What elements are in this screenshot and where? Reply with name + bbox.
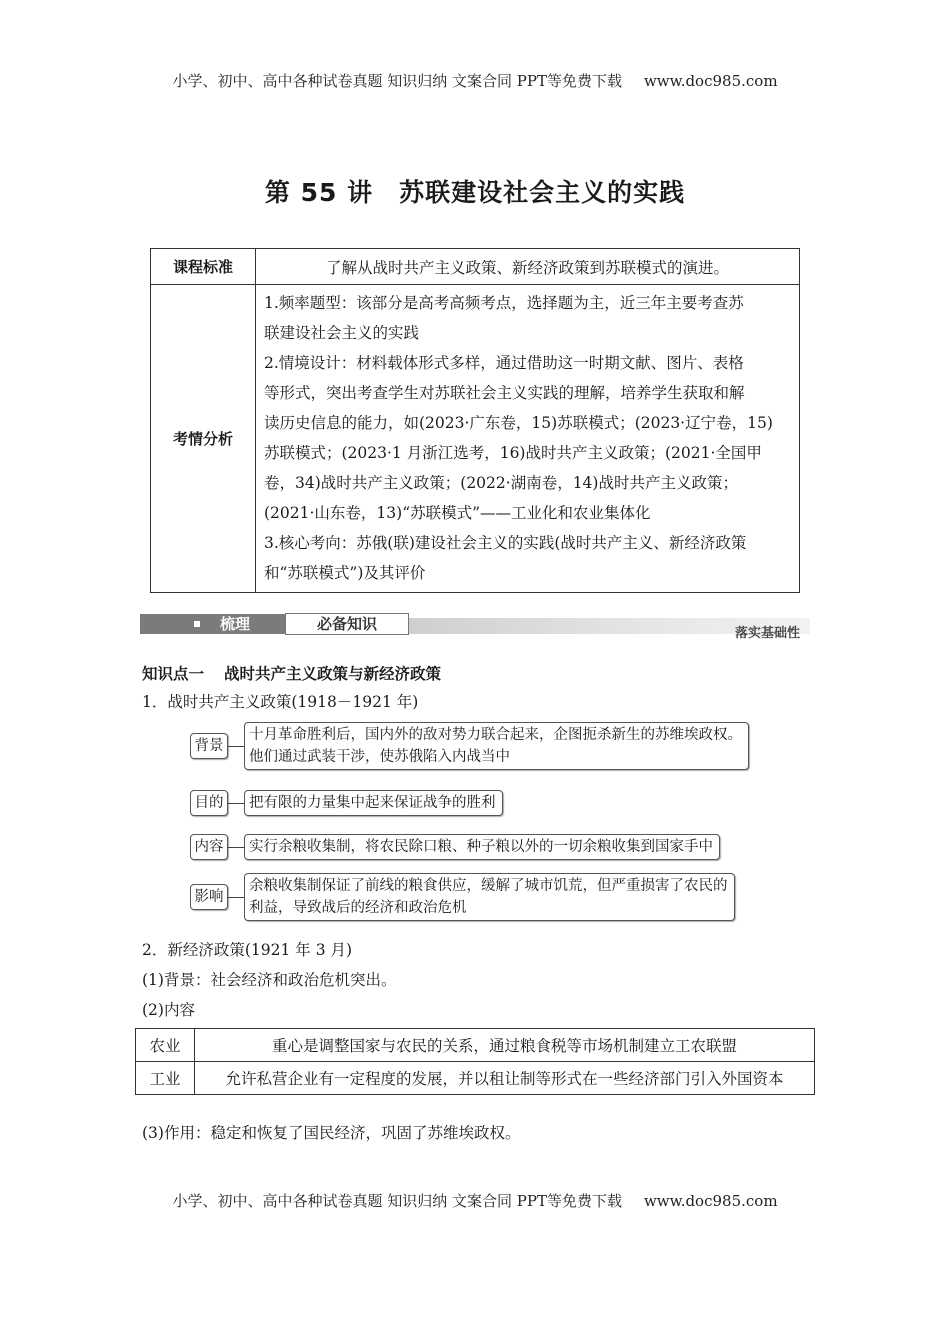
text-line: 读历史信息的能力，如(2023·广东卷，15)苏联模式；(2023·辽宁卷，15) (264, 414, 773, 432)
text-line: 利益，导致战后的经济和政治危机 (249, 900, 467, 916)
section-banner (140, 612, 810, 641)
section-heading (142, 662, 441, 684)
table-cell-key: 农业 (136, 1029, 195, 1062)
banner-box-label: 必备知识 (285, 613, 409, 635)
text-line: 他们通过武装干涉，使苏俄陷入内战当中 (249, 749, 510, 765)
footer-text: 小学、初中、高中各种试卷真题 知识归纳 文案合同 PPT等免费下载 (172, 1192, 622, 1210)
text-line: 2.情境设计：材料载体形式多样，通过借助这一时期文献、图片、表格 (264, 354, 744, 372)
diagram-label-content: 内容 (190, 834, 228, 860)
diagram-label-background: 背景 (190, 733, 228, 759)
text-line: 卷，34)战时共产主义政策；(2022·湖南卷，14)战时共产主义政策； (264, 474, 738, 492)
header-url: www.doc985.com (643, 72, 778, 90)
diagram-label-purpose: 目的 (190, 790, 228, 816)
connector-line (228, 847, 245, 848)
text-line: 3.核心考向：苏俄(联)建设社会主义的实践(战时共产主义、新经济政策 (264, 534, 747, 552)
paragraph: (2)内容 (142, 1001, 195, 1019)
standards-table (150, 248, 800, 593)
connector-line (228, 746, 245, 747)
text-line: 和“苏联模式”)及其评价 (264, 564, 426, 582)
text-line: 把有限的力量集中起来保证战争的胜利 (249, 795, 496, 811)
page-footer (0, 1190, 950, 1211)
table-cell-value: 允许私营企业有一定程度的发展，并以租让制等形式在一些经济部门引入外国资本 (195, 1062, 815, 1095)
diagram-box-purpose (244, 790, 503, 816)
page-header (0, 70, 950, 91)
diagram-label-impact: 影响 (190, 884, 228, 910)
text-line: 1.频率题型：该部分是高考高频考点，选择题为主，近三年主要考查苏 (264, 294, 744, 312)
section-title: 战时共产主义政策与新经济政策 (224, 665, 442, 683)
diagram-box-impact (244, 873, 735, 921)
section-number: 知识点一 (142, 665, 205, 683)
text-line: 十月革命胜利后，国内外的敌对势力联合起来，企图扼杀新生的苏维埃政权。 (249, 727, 742, 743)
square-bullet-icon (194, 621, 200, 627)
nep-content-table (135, 1028, 815, 1095)
connector-line (228, 897, 245, 898)
text-line: 余粮收集制保证了前线的粮食供应，缓解了城市饥荒，但严重损害了农民的 (249, 878, 728, 894)
text-line: 实行余粮收集制，将农民除口粮、种子粮以外的一切余粮收集到国家手中 (249, 839, 713, 855)
table-row (136, 1029, 815, 1062)
diagram-box-content (244, 834, 720, 860)
diagram-box-background (244, 722, 749, 770)
banner-dark-tab (140, 614, 285, 634)
page-title: 第 55 讲 苏联建设社会主义的实践 (264, 178, 686, 207)
item-heading: 2．新经济政策(1921 年 3 月) (142, 941, 353, 959)
paragraph: (3)作用：稳定和恢复了国民经济，巩固了苏维埃政权。 (142, 1124, 521, 1142)
course-standard-label: 课程标准 (151, 249, 256, 285)
banner-right-label: 落实基础性 (734, 626, 800, 641)
course-standard-value: 了解从战时共产主义政策、新经济政策到苏联模式的演进。 (256, 249, 800, 285)
footer-url: www.doc985.com (643, 1192, 778, 1210)
table-cell-key: 工业 (136, 1062, 195, 1095)
header-text: 小学、初中、高中各种试卷真题 知识归纳 文案合同 PPT等免费下载 (172, 72, 622, 90)
table-row (151, 249, 800, 285)
table-row (136, 1062, 815, 1095)
text-line: 联建设社会主义的实践 (264, 324, 420, 342)
connector-line (228, 803, 245, 804)
paragraph: (1)背景：社会经济和政治危机突出。 (142, 971, 397, 989)
text-line: (2021·山东卷，13)“苏联模式”——工业化和农业集体化 (264, 504, 651, 522)
banner-dark-label: 梳理 (220, 615, 251, 633)
table-row (151, 285, 800, 593)
exam-analysis-value (256, 285, 800, 593)
table-cell-value: 重心是调整国家与农民的关系，通过粮食税等市场机制建立工农联盟 (195, 1029, 815, 1062)
exam-analysis-label: 考情分析 (151, 285, 256, 593)
item-heading: 1．战时共产主义政策(1918－1921 年) (142, 693, 419, 711)
text-line: 等形式，突出考查学生对苏联社会主义实践的理解，培养学生获取和解 (264, 384, 745, 402)
text-line: 苏联模式；(2023·1 月浙江选考，16)战时共产主义政策；(2021·全国甲 (264, 444, 762, 462)
